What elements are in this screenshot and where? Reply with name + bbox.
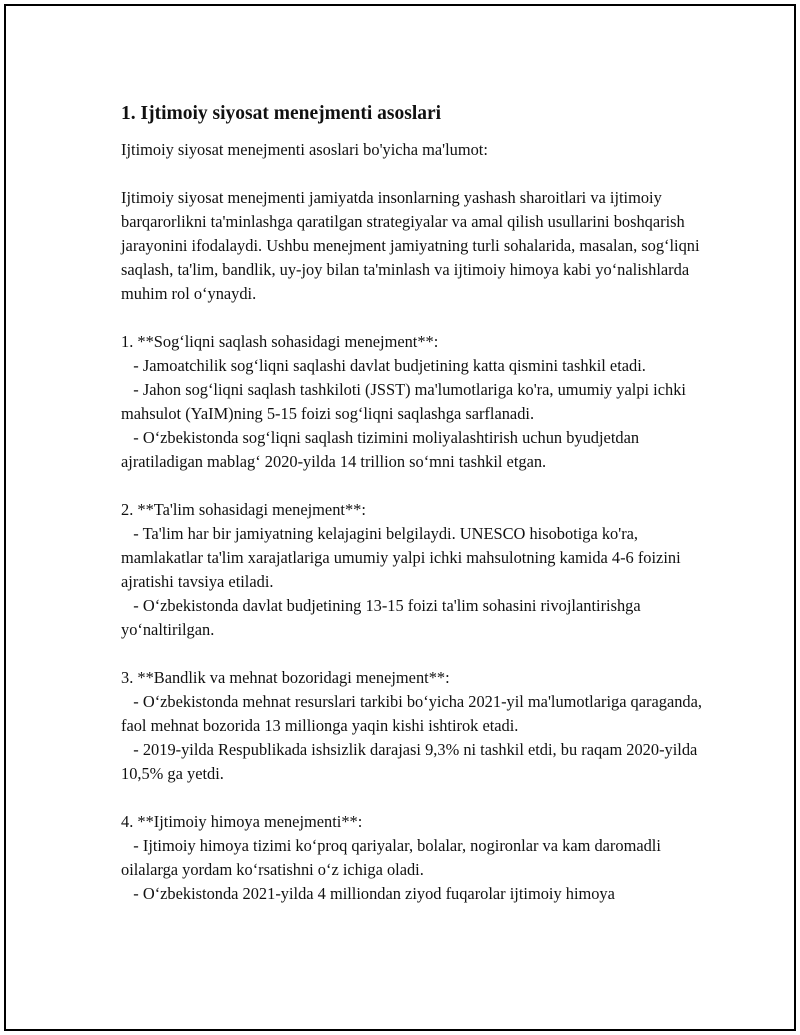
list-item: - Jamoatchilik sog‘liqni saqlashi davlat budjetining katta qismini tashkil etadi. — [121, 356, 646, 375]
list-item: - Ta'lim har bir jamiyatning kelajagini belgilaydi. UNESCO hisobotiga ko'ra, mamlakatlar ta'lim xarajatlariga umumiy yalpi ichki mahsulotning kamida 4-6 foizini ajratishi tavsiya etiladi. — [121, 524, 681, 591]
list-item: - O‘zbekistonda sog‘liqni saqlash tizimini moliyalashtirish uchun byudjetdan ajratiladigan mablag‘ 2020-yilda 14 trillion so‘mni tashkil etgan. — [121, 428, 640, 471]
list-item: - O‘zbekistonda davlat budjetining 13-15 foizi ta'lim sohasini rivojlantirishga yo‘naltirilgan. — [121, 596, 641, 639]
section-heading: 1. **Sog‘liqni saqlash sohasidagi menejment**: — [121, 332, 439, 351]
section-heading: 4. **Ijtimoiy himoya menejmenti**: — [121, 812, 363, 831]
intro-line: Ijtimoiy siyosat menejmenti asoslari bo'yicha ma'lumot: — [121, 140, 488, 159]
section-heading: 3. **Bandlik va mehnat bozoridagi menejment**: — [121, 668, 450, 687]
list-item: - Jahon sog‘liqni saqlash tashkiloti (JSST) ma'lumotlariga ko'ra, umumiy yalpi ichki mahsulot (YaIM)ning 5-15 foizi sog‘liqni saqlashga sarflanadi. — [121, 380, 686, 423]
list-item: - O‘zbekistonda 2021-yilda 4 milliondan ziyod fuqarolar ijtimoiy himoya — [121, 884, 615, 903]
list-item: - Ijtimoiy himoya tizimi ko‘proq qariyalar, bolalar, nogironlar va kam daromadli oilalarga yordam ko‘rsatishni o‘z ichiga oladi. — [121, 836, 661, 879]
document-content — [121, 102, 711, 930]
document-page — [4, 4, 796, 1031]
list-item: - O‘zbekistonda mehnat resurslari tarkibi bo‘yicha 2021-yil ma'lumotlariga qaraganda, faol mehnat bozorida 13 millionga yaqin kishi ishtirok etadi. — [121, 692, 702, 735]
section-social-protection — [121, 810, 711, 906]
document-title: 1. Ijtimoiy siyosat menejmenti asoslari — [121, 103, 442, 124]
list-item: - 2019-yilda Respublikada ishsizlik darajasi 9,3% ni tashkil etdi, bu raqam 2020-yilda 10,5% ga yetdi. — [121, 740, 698, 783]
section-employment — [121, 666, 711, 786]
section-heading: 2. **Ta'lim sohasidagi menejment**: — [121, 500, 366, 519]
body-paragraph: Ijtimoiy siyosat menejmenti jamiyatda insonlarning yashash sharoitlari va ijtimoiy barqarorlikni ta'minlashga qaratilgan strategiyalar va amal qilish usullarini boshqarish jarayonini ifodalaydi. Ushbu menejment jamiyatning turli sohalarida, masalan, sog‘liqni saqlash, ta'lim, bandlik, uy-joy bilan ta'minlash va ijtimoiy himoya kabi yo‘nalishlarda muhim rol o‘ynaydi. — [121, 188, 700, 303]
section-education — [121, 498, 711, 642]
section-health — [121, 330, 711, 474]
